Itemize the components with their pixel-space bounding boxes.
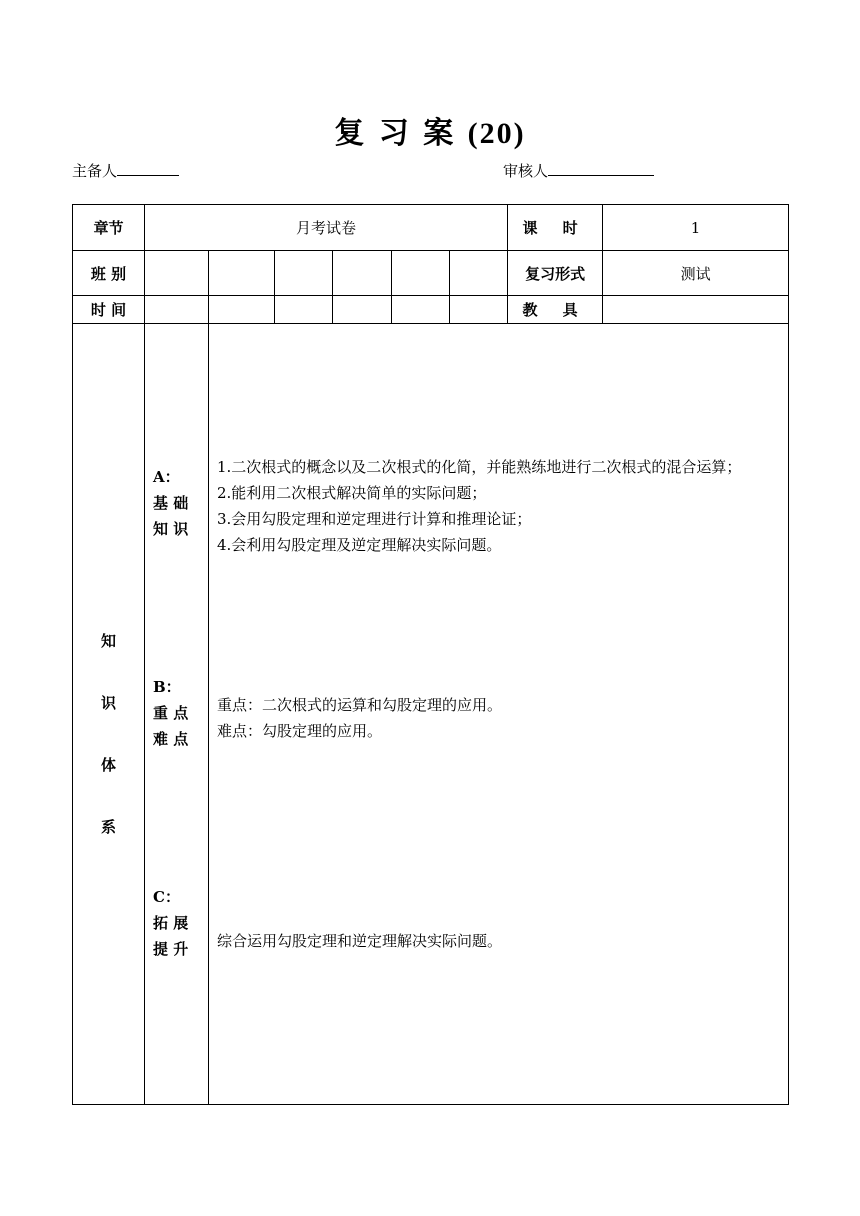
title-number: (20)	[467, 117, 526, 150]
section-a-item-2: 2.能利用二次根式解决简单的实际问题；	[217, 484, 487, 502]
table-row-class	[73, 251, 789, 296]
section-b-heading: B： 重 点 难 点	[153, 678, 189, 748]
chapter-label: 章节	[73, 205, 145, 251]
teaching-aid-value[interactable]	[603, 296, 789, 324]
section-a-heading: A： 基 础 知 识	[153, 468, 189, 538]
time-cell-2[interactable]	[209, 296, 275, 324]
preparer-field	[72, 160, 179, 182]
class-label: 班 别	[73, 251, 145, 296]
class-cell-2[interactable]	[209, 251, 275, 296]
period-value: 1	[603, 205, 789, 251]
class-cell-3[interactable]	[275, 251, 333, 296]
time-cell-5[interactable]	[392, 296, 450, 324]
section-c-heading: C： 拓 展 提 升	[153, 888, 189, 958]
page-title	[0, 108, 860, 152]
section-b-item-2: 难点：勾股定理的应用。	[217, 722, 383, 740]
knowledge-char-3: 体	[100, 756, 116, 774]
knowledge-content-column	[209, 324, 789, 1105]
section-c-content	[217, 928, 782, 954]
chapter-value: 月考试卷	[145, 205, 508, 251]
time-cell-6[interactable]	[450, 296, 508, 324]
time-cell-1[interactable]	[145, 296, 209, 324]
section-b-item-1: 重点：二次根式的运算和勾股定理的应用。	[217, 696, 503, 714]
reviewer-field	[503, 160, 654, 182]
class-cell-1[interactable]	[145, 251, 209, 296]
section-b-content	[217, 692, 782, 744]
title-main: 复 习 案	[334, 116, 468, 151]
section-a-item-3: 3.会用勾股定理和逆定理进行计算和推理论证；	[217, 510, 532, 528]
knowledge-char-2: 识	[100, 694, 116, 712]
section-c-item-1: 综合运用勾股定理和逆定理解决实际问题。	[217, 932, 503, 950]
class-cell-6[interactable]	[450, 251, 508, 296]
section-a-content	[217, 454, 782, 558]
time-cell-3[interactable]	[275, 296, 333, 324]
period-label: 课 时	[508, 205, 603, 251]
preparer-label: 主备人	[72, 162, 118, 180]
review-form-value: 测试	[603, 251, 789, 296]
knowledge-category-column	[145, 324, 209, 1105]
teaching-aid-label: 教 具	[508, 296, 603, 324]
class-cell-5[interactable]	[392, 251, 450, 296]
table-row-knowledge	[73, 324, 789, 1105]
time-cell-4[interactable]	[333, 296, 392, 324]
reviewer-blank-line[interactable]	[548, 161, 654, 176]
table-row-chapter	[73, 205, 789, 251]
section-a-item-4: 4.会利用勾股定理及逆定理解决实际问题。	[217, 536, 502, 554]
reviewer-label: 审核人	[503, 162, 549, 180]
knowledge-char-4: 系	[100, 818, 116, 836]
knowledge-system-label	[73, 324, 145, 1105]
class-cell-4[interactable]	[333, 251, 392, 296]
review-form-label: 复习形式	[508, 251, 603, 296]
knowledge-char-1: 知	[100, 632, 116, 650]
time-label: 时 间	[73, 296, 145, 324]
table-row-time	[73, 296, 789, 324]
section-a-item-1: 1.二次根式的概念以及二次根式的化简，并能熟练地进行二次根式的混合运算；	[217, 458, 742, 476]
preparer-blank-line[interactable]	[117, 161, 179, 176]
review-table	[72, 204, 789, 1105]
